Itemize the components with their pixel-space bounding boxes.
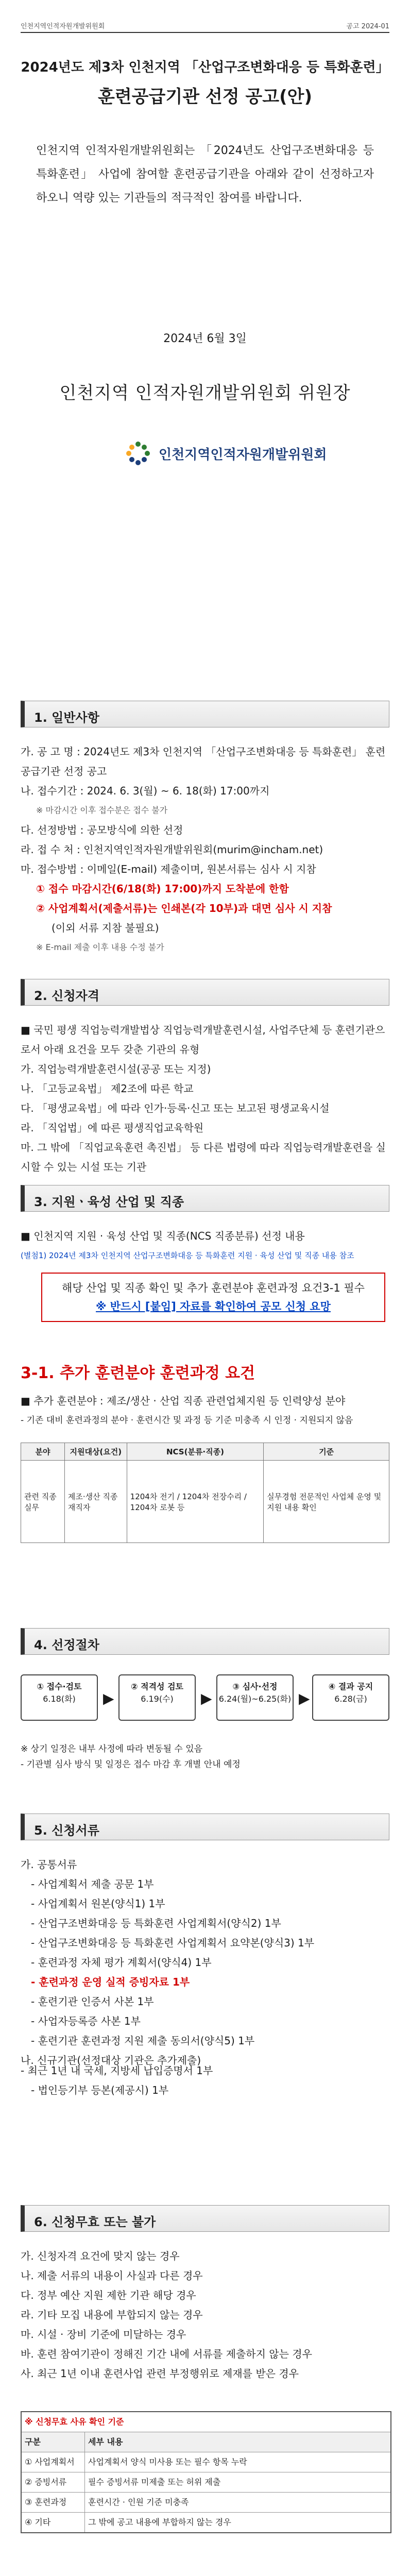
s1-line: 나. 접수기간 : 2024. 6. 3(월) ~ 6. 18(화) 17:00까지 xyxy=(21,785,270,797)
table-header-cell: 분야 xyxy=(21,1443,65,1461)
arrow-right-icon: ▶ xyxy=(201,1690,212,1707)
subsection-3-1-title: 3-1. 추가 훈련분야 훈련과정 요건 xyxy=(21,1364,255,1382)
table-header-cell: 지원대상(요건) xyxy=(64,1443,127,1461)
section-4-notes xyxy=(21,1741,389,1772)
table-header-row xyxy=(21,1443,389,1461)
section-1-header xyxy=(21,701,389,727)
s6-line: 마. 시설 · 장비 기준에 미달하는 경우 xyxy=(21,2328,186,2341)
table-cell: 세부 내용 xyxy=(88,2437,123,2447)
section-5-header xyxy=(21,1814,389,1840)
intro-paragraph: 인천지역 인적자원개발위원회는 「2024년도 산업구조변화대응 등 특화훈련」 사업에 참여할 훈련공급기관을 아래와 같이 선정하고자 하오니 역량 있는 기관들의 적극적인 참여를 바랍니다. xyxy=(36,144,374,205)
step-date: 6.28(금) xyxy=(334,1694,367,1704)
s4-line: ※ 상기 일정은 내부 사정에 따라 변동될 수 있음 xyxy=(21,1744,203,1754)
table-cell: 구분 xyxy=(22,2432,85,2452)
s31-line: - 기존 대비 훈련과정의 분야 · 훈련시간 및 과정 등 기준 미충족 시 인정 · 지원되지 않음 xyxy=(21,1415,353,1426)
s5-line: - 산업구조변화대응 등 특화훈련 사업계획서 요약본(양식3) 1부 xyxy=(31,1937,315,1949)
page-header xyxy=(0,0,410,36)
section-4-title: 4. 선정절차 xyxy=(34,1638,99,1652)
s1-line: 라. 접 수 처 : 인천지역인적자원개발위원회(murim@incham.net) xyxy=(21,843,323,856)
s2-line: 마. 그 밖에 「직업교육훈련 촉진법」 등 다른 법령에 따라 직업능력개발훈련을 실시할 수 있는 시설 또는 기관 xyxy=(21,1141,386,1173)
s5-line: - 산업구조변화대응 등 특화훈련 사업계획서(양식2) 1부 xyxy=(31,1917,281,1929)
s5-line: - 최근 1년 내 국세, 지방세 납입증명서 1부 xyxy=(21,2064,213,2077)
s6-line: 사. 최근 1년 이내 훈련사업 관련 부정행위로 제재를 받은 경우 xyxy=(21,2367,299,2380)
s5-line: - 법인등기부 등본(제공시) 1부 xyxy=(31,2084,169,2096)
table-header-cell: NCS(분류·직종) xyxy=(127,1443,264,1461)
section-2-title: 2. 신청자격 xyxy=(34,989,99,1003)
title-line-1: 2024년도 제3차 인천지역 「산업구조변화대응 등 특화훈련」 xyxy=(21,60,389,75)
invalid-criteria-table xyxy=(21,2411,391,2533)
s4-line: - 기관별 심사 방식 및 일정은 접수 마감 후 개별 안내 예정 xyxy=(21,1759,241,1770)
table-cell: ② 증빙서류 xyxy=(22,2472,85,2492)
org-logo-icon xyxy=(124,439,152,468)
table-cell: 훈련시간 · 인원 기준 미충족 xyxy=(88,2497,189,2507)
s3-line: ■ 인천지역 지원 · 육성 산업 및 직종(NCS 직종분류) 선정 내용 xyxy=(21,1230,305,1242)
table-cell: 1204차 전기 / 1204차 전장수리 / 1204차 로봇 등 xyxy=(127,1461,264,1543)
table-row xyxy=(22,2492,390,2512)
title-line-2: 훈련공급기관 선정 공고(안) xyxy=(97,87,313,107)
s5-line: - 훈련기관 인증서 사본 1부 xyxy=(31,1995,154,2008)
process-step xyxy=(312,1674,389,1721)
table-cell: 그 밖에 공고 내용에 부합하지 않는 경우 xyxy=(88,2517,231,2527)
s2-line: 다. 「평생교육법」에 따라 인가·등록·신고 또는 보고된 평생교육시설 xyxy=(21,1102,330,1114)
process-step xyxy=(21,1674,98,1721)
s1-line: 가. 공 고 명 : 2024년도 제3차 인천지역 「산업구조변화대응 등 특화훈련」 훈련공급기관 선정 공고 xyxy=(21,745,386,777)
table-row xyxy=(22,2452,390,2472)
notice-line-2: ※ 반드시 [붙임] 자료를 확인하여 공모 신청 요망 xyxy=(96,1300,331,1313)
table-row xyxy=(22,2472,390,2492)
s5-line: 가. 공통서류 xyxy=(21,1858,77,1871)
s5-line: - 사업자등록증 사본 1부 xyxy=(31,2015,141,2027)
table-row xyxy=(21,1461,389,1543)
s1-line: 마. 접수방법 : 이메일(E-mail) 제출이며, 원본서류는 심사 시 지참 xyxy=(21,863,316,875)
s1-line: (이외 서류 지참 불필요) xyxy=(52,922,159,934)
header-org: 인천지역인적자원개발위원회 xyxy=(21,23,105,30)
table-cell: ④ 기타 xyxy=(22,2513,85,2532)
section-5-title: 5. 신청서류 xyxy=(34,1823,99,1838)
section-6-body xyxy=(21,2246,389,2383)
step-label: ③ 심사·선정 xyxy=(232,1682,278,1691)
criteria-table-title: ※ 신청무효 사유 확인 기준 xyxy=(25,2417,124,2427)
step-label: ① 접수·검토 xyxy=(37,1682,82,1691)
section-2-header xyxy=(21,979,389,1006)
table-cell: 실무경험 전문적인 사업체 운영 및 지원 내용 확인 xyxy=(264,1461,389,1543)
notice-line-1: 해당 산업 및 직종 확인 및 추가 훈련분야 훈련과정 요건3-1 필수 xyxy=(62,1282,365,1294)
s2-line: 가. 직업능력개발훈련시설(공공 또는 지정) xyxy=(21,1063,211,1075)
subsection-3-1-body xyxy=(21,1391,389,1430)
step-date: 6.24(월)~6.25(화) xyxy=(218,1694,292,1704)
s2-line: 라. 「직업법」에 따른 평생직업교육학원 xyxy=(21,1122,204,1134)
step-label: ② 적격성 검토 xyxy=(131,1682,183,1691)
table-header-cell: 기준 xyxy=(264,1443,389,1461)
arrow-right-icon: ▶ xyxy=(299,1690,310,1707)
step-date: 6.19(수) xyxy=(141,1694,174,1704)
s5-line: 나. 신규기관(선정대상 기관은 추가제출) xyxy=(21,2054,201,2066)
table-cell: 사업계획서 양식 미사용 또는 필수 항목 누락 xyxy=(88,2457,247,2467)
table-row xyxy=(22,2512,390,2532)
section-5-body xyxy=(21,1855,389,2100)
section-3-header xyxy=(21,1185,389,1212)
process-step xyxy=(216,1674,294,1721)
step-date: 6.18(화) xyxy=(43,1694,76,1704)
s6-line: 다. 정부 예산 지원 제한 기관 해당 경우 xyxy=(21,2289,196,2301)
requirements-table xyxy=(21,1443,389,1543)
s31-line: ■ 추가 훈련분야 : 제조/생산 · 산업 직종 관련업체지원 등 인력양성 분야 xyxy=(21,1395,346,1407)
table-cell: 제조·생산 직종 재직자 xyxy=(64,1461,127,1543)
s6-line: 바. 훈련 참여기관이 정해진 기간 내에 서류를 제출하지 않는 경우 xyxy=(21,2348,312,2360)
section-1-body xyxy=(21,742,389,957)
section-6-header xyxy=(21,2205,389,2232)
section-6-title: 6. 신청무효 또는 불가 xyxy=(34,2215,156,2229)
process-steps xyxy=(21,1674,389,1726)
s1-line: ※ E-mail 제출 이후 내용 수정 불가 xyxy=(36,942,164,952)
table-cell: ③ 훈련과정 xyxy=(22,2493,85,2512)
table-cell: 관련 직종 실무 xyxy=(21,1461,65,1543)
s3-line: (별첨1) 2024년 제3차 인천지역 산업구조변화대응 등 특화훈련 지원 · 육성 산업 및 직종 내용 참조 xyxy=(21,1251,354,1260)
s6-line: 나. 제출 서류의 내용이 사실과 다른 경우 xyxy=(21,2269,203,2282)
header-doc-number: 공고 2024-01 xyxy=(346,23,389,30)
s1-line: ※ 마감시간 이후 접수분은 접수 불가 xyxy=(36,805,168,815)
s2-line: 나. 「고등교육법」 제2조에 따른 학교 xyxy=(21,1082,194,1095)
s5-line: - 훈련과정 운영 실적 증빙자료 1부 xyxy=(31,1976,190,1988)
arrow-right-icon: ▶ xyxy=(103,1690,114,1707)
table-cell: 필수 증빙서류 미제출 또는 허위 제출 xyxy=(88,2477,221,2487)
s6-line: 가. 신청자격 요건에 맞지 않는 경우 xyxy=(21,2250,180,2262)
s5-line: - 사업계획서 제출 공문 1부 xyxy=(31,1878,154,1890)
section-1-title: 1. 일반사항 xyxy=(34,710,99,725)
section-4-header xyxy=(21,1628,389,1655)
table-cell: ① 사업계획서 xyxy=(22,2452,85,2472)
s5-line: - 훈련기관 훈련과정 지원 제출 동의서(양식5) 1부 xyxy=(31,2035,255,2047)
process-step xyxy=(118,1674,196,1721)
s2-line: ■ 국민 평생 직업능력개발법상 직업능력개발훈련시설, 사업주단체 등 훈련기관으로서 아래 요건을 모두 갖춘 기관의 유형 xyxy=(21,1024,385,1056)
s6-line: 라. 기타 모집 내용에 부합되지 않는 경우 xyxy=(21,2309,203,2321)
notice-box xyxy=(41,1273,385,1322)
s1-line: 다. 선정방법 : 공모방식에 의한 선정 xyxy=(21,824,183,836)
org-logo xyxy=(124,438,327,469)
section-2-body xyxy=(21,1020,389,1177)
s1-line: ② 사업계획서(제출서류)는 인쇄본(각 10부)과 대면 심사 시 지참 xyxy=(36,902,332,914)
org-logo-text: 인천지역인적자원개발위원회 xyxy=(159,447,327,463)
step-label: ④ 결과 공지 xyxy=(328,1682,373,1691)
s5-line: - 훈련과정 자체 평가 계획서(양식4) 1부 xyxy=(31,1956,212,1969)
section-3-title: 3. 지원ㆍ육성 산업 및 직종 xyxy=(34,1195,184,1209)
s5-line: - 사업계획서 원본(양식1) 1부 xyxy=(31,1897,165,1910)
announcement-date: 2024년 6월 3일 xyxy=(163,332,247,345)
s1-line: ① 접수 마감시간(6/18(화) 17:00)까지 도착분에 한함 xyxy=(36,883,289,895)
table-row xyxy=(22,2432,390,2452)
section-3-body xyxy=(21,1226,389,1265)
header-divider xyxy=(21,32,389,33)
signature: 인천지역 인적자원개발위원회 위원장 xyxy=(59,383,351,403)
